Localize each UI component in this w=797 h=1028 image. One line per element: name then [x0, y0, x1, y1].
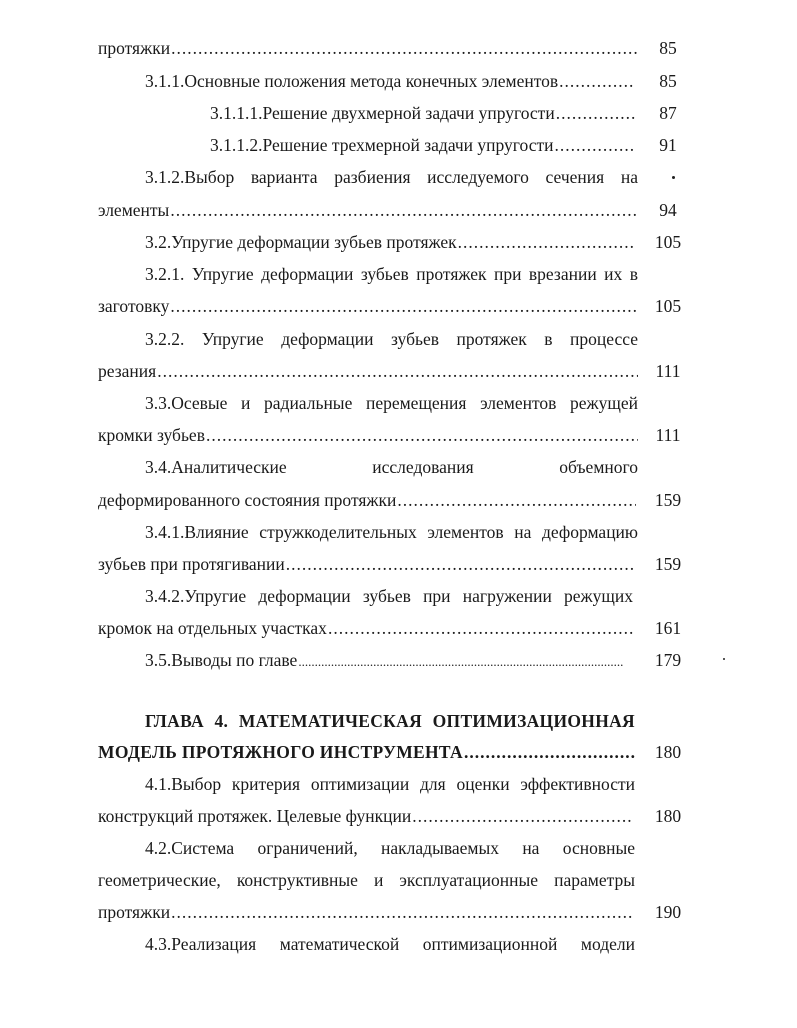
toc-entry [145, 227, 635, 257]
dot-leader [285, 549, 636, 579]
toc-page-number: 180 [654, 806, 682, 826]
toc-entry-text: 3.1.1.Основные положения метода конечных элементов [145, 71, 559, 91]
toc-entry: 3.2.1. Упругие деформации зубьев протяжек при врезании их в [145, 264, 638, 284]
toc-page-number: 159 [654, 490, 682, 510]
toc-entry [98, 801, 633, 831]
dot-leader [457, 227, 635, 257]
toc-entry: 3.4.1.Влияние стружкоделительных элементов на деформацию [145, 522, 638, 542]
toc-entry-text: протяжки [98, 38, 171, 58]
toc-entry-text: протяжки [98, 902, 171, 922]
toc-entry-text: 3.5.Выводы по главе [145, 650, 298, 670]
toc-page-number: 94 [659, 200, 677, 220]
dot-leader [554, 130, 636, 160]
toc-page-number: 85 [659, 38, 677, 58]
dot-leader [558, 66, 633, 96]
toc-page-number: 111 [655, 361, 681, 381]
dot-leader [555, 98, 636, 128]
toc-entry: 3.4.Аналитические исследования объемного [145, 457, 638, 477]
toc-entry-text: 3.2.Упругие деформации зубьев протяжек [145, 232, 457, 252]
toc-entry-text: конструкций протяжек. Целевые функции [98, 806, 412, 826]
chapter-heading-entry [98, 737, 636, 767]
toc-page-number: 87 [659, 103, 677, 123]
toc-entry [98, 356, 638, 386]
toc-entry [145, 66, 633, 96]
toc-entry: 3.4.2.Упругие деформации зубьев при нагружении режущих [145, 586, 633, 606]
toc-entry [210, 98, 636, 128]
toc-entry-text: заготовку [98, 296, 170, 316]
toc-page-number: 190 [654, 902, 682, 922]
chapter-heading: ГЛАВА 4. МАТЕМАТИЧЕСКАЯ ОПТИМИЗАЦИОННАЯ [145, 711, 635, 731]
toc-page-number: 105 [654, 232, 682, 252]
toc-entry-text: 3.1.1.1.Решение двухмерной задачи упругости [210, 103, 555, 123]
toc-entry: 4.3.Реализация математической оптимизационной модели [145, 934, 635, 954]
toc-entry-text: элементы [98, 200, 170, 220]
toc-page-number: 179 [654, 650, 682, 670]
toc-entry: 3.2.2. Упругие деформации зубьев протяжек в процессе [145, 329, 638, 349]
dot-leader [205, 420, 638, 450]
toc-entry [98, 613, 633, 643]
dot-leader [396, 485, 636, 515]
toc-page-number: 105 [654, 296, 682, 316]
dot-leader [170, 897, 633, 927]
dot-leader [463, 737, 636, 767]
dot-leader [170, 33, 638, 63]
toc-entry [98, 897, 633, 927]
toc-entry-text: 3.1.1.2.Решение трехмерной задачи упругости [210, 135, 554, 155]
toc-page-number: 159 [654, 554, 682, 574]
scan-speck [723, 658, 725, 660]
toc-page-number: 91 [659, 135, 677, 155]
toc-entry-text: резания [98, 361, 157, 381]
toc-entry: 4.1.Выбор критерия оптимизации для оценки эффективности [145, 774, 635, 794]
dot-leader [411, 801, 633, 831]
dot-leader [169, 291, 638, 321]
dot-leader [156, 356, 638, 386]
dot-leader [327, 613, 633, 643]
toc-entry [210, 130, 636, 160]
toc-page-number: 161 [654, 618, 682, 638]
toc-entry-text: кромки зубьев [98, 425, 205, 445]
toc-entry [98, 291, 638, 321]
toc-page-number: 85 [659, 71, 677, 91]
toc-entry [145, 645, 623, 675]
toc-entry-text: кромок на отдельных участках [98, 618, 327, 638]
toc-entry-text: зубьев при протягивании [98, 554, 285, 574]
toc-entry [98, 195, 638, 225]
scan-speck [672, 176, 675, 179]
dot-leader [169, 195, 638, 225]
dot-leader [297, 647, 623, 675]
toc-entry [98, 33, 638, 63]
toc-entry: 3.3.Осевые и радиальные перемещения элементов режущей [145, 393, 638, 413]
toc-page-number: 180 [654, 742, 682, 762]
toc-entry-text: деформированного состояния протяжки [98, 490, 397, 510]
toc-entry: геометрические, конструктивные и эксплуатационные параметры [98, 870, 635, 890]
toc-entry [98, 549, 636, 579]
toc-entry [98, 420, 638, 450]
toc-entry: 3.1.2.Выбор варианта разбиения исследуемого сечения на [145, 167, 638, 187]
toc-entry-text: МОДЕЛЬ ПРОТЯЖНОГО ИНСТРУМЕНТА [98, 742, 463, 762]
toc-entry: 4.2.Система ограничений, накладываемых на основные [145, 838, 635, 858]
toc-entry [98, 485, 636, 515]
toc-page-number: 111 [655, 425, 681, 445]
